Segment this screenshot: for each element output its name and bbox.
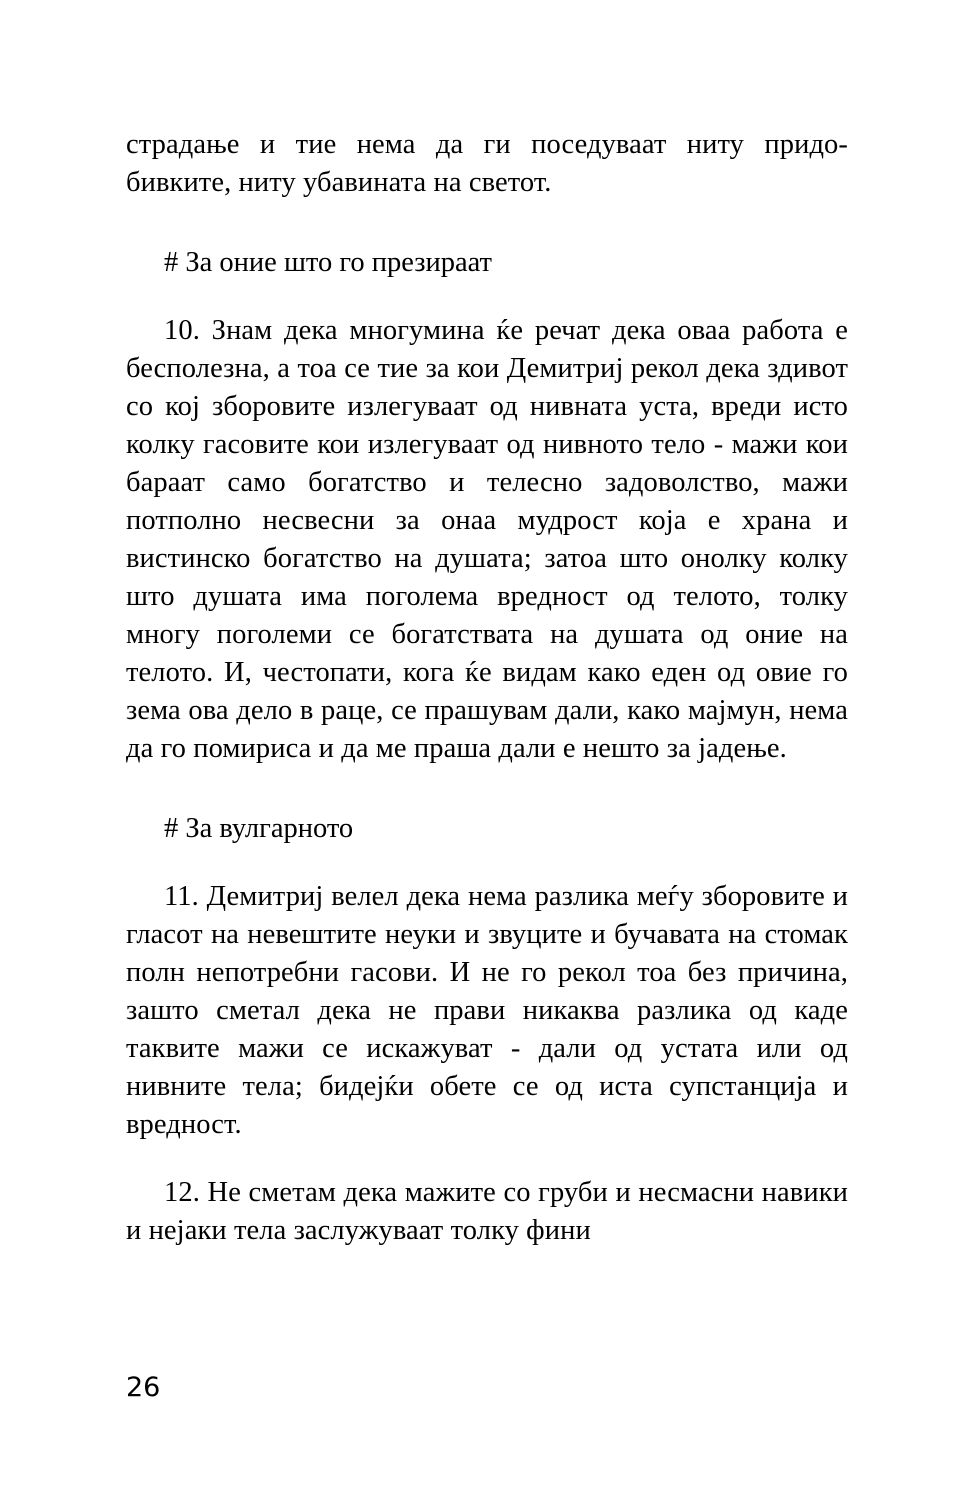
paragraph-10: 10. Знам дека многумина ќе речат дека оваа работа е бесполезна, а тоа се тие за кои Демитриј рекол дека здивот со кој зборовите излегуваат од нивната уста, вреди исто колку гасовите кои излегуваат од нивното тело - мажи кои бараат само богатство и телесно задоволство, мажи потполно несвесни за онаа мудрост која е храна и вистинско богатство на душата; затоа што онолку колку што душата има поголема вредност од телото, толку многу поголеми се богатствата на душата од оние на телото. И, честопати, кога ќе видам како еден од овие го зема ова дело в раце, се прашувам дали, како мајмун, нема да го помириса и да ме праша дали е нешто за јадење. <box>126 315 848 764</box>
paragraph-12: 12. Не сметам дека мажите со груби и несмасни навики и нејаки тела заслужуваат толку фини <box>126 1177 848 1246</box>
paragraph-11: 11. Демитриј велел дека нема разлика меѓу зборовите и гласот на невештите неуки и звуците и бучавата на стомак полн непотребни гасови. И не го рекол тоа без причина, зашто сметал дека не прави никаква разлика од каде таквите мажи се искажуват - дали од устата или од нивните тела; бидејќи обете се од иста супстанција и вредност. <box>126 881 848 1140</box>
spacer <box>126 1144 848 1174</box>
page-content <box>126 126 848 1250</box>
section-heading-za-vulgarnoto: # За вулгарното <box>164 813 354 844</box>
spacer <box>126 282 848 312</box>
spacer <box>126 768 848 810</box>
spacer <box>126 202 848 244</box>
spacer <box>126 848 848 878</box>
section-heading-za-onie-shto-go-preziraat: # За оние што го презираат <box>164 247 492 278</box>
page-number: 26 <box>126 1372 161 1403</box>
continued-paragraph: страдање и тие нема да ги поседуваат ниту придо-бивките, ниту убавината на светот. <box>126 129 848 198</box>
